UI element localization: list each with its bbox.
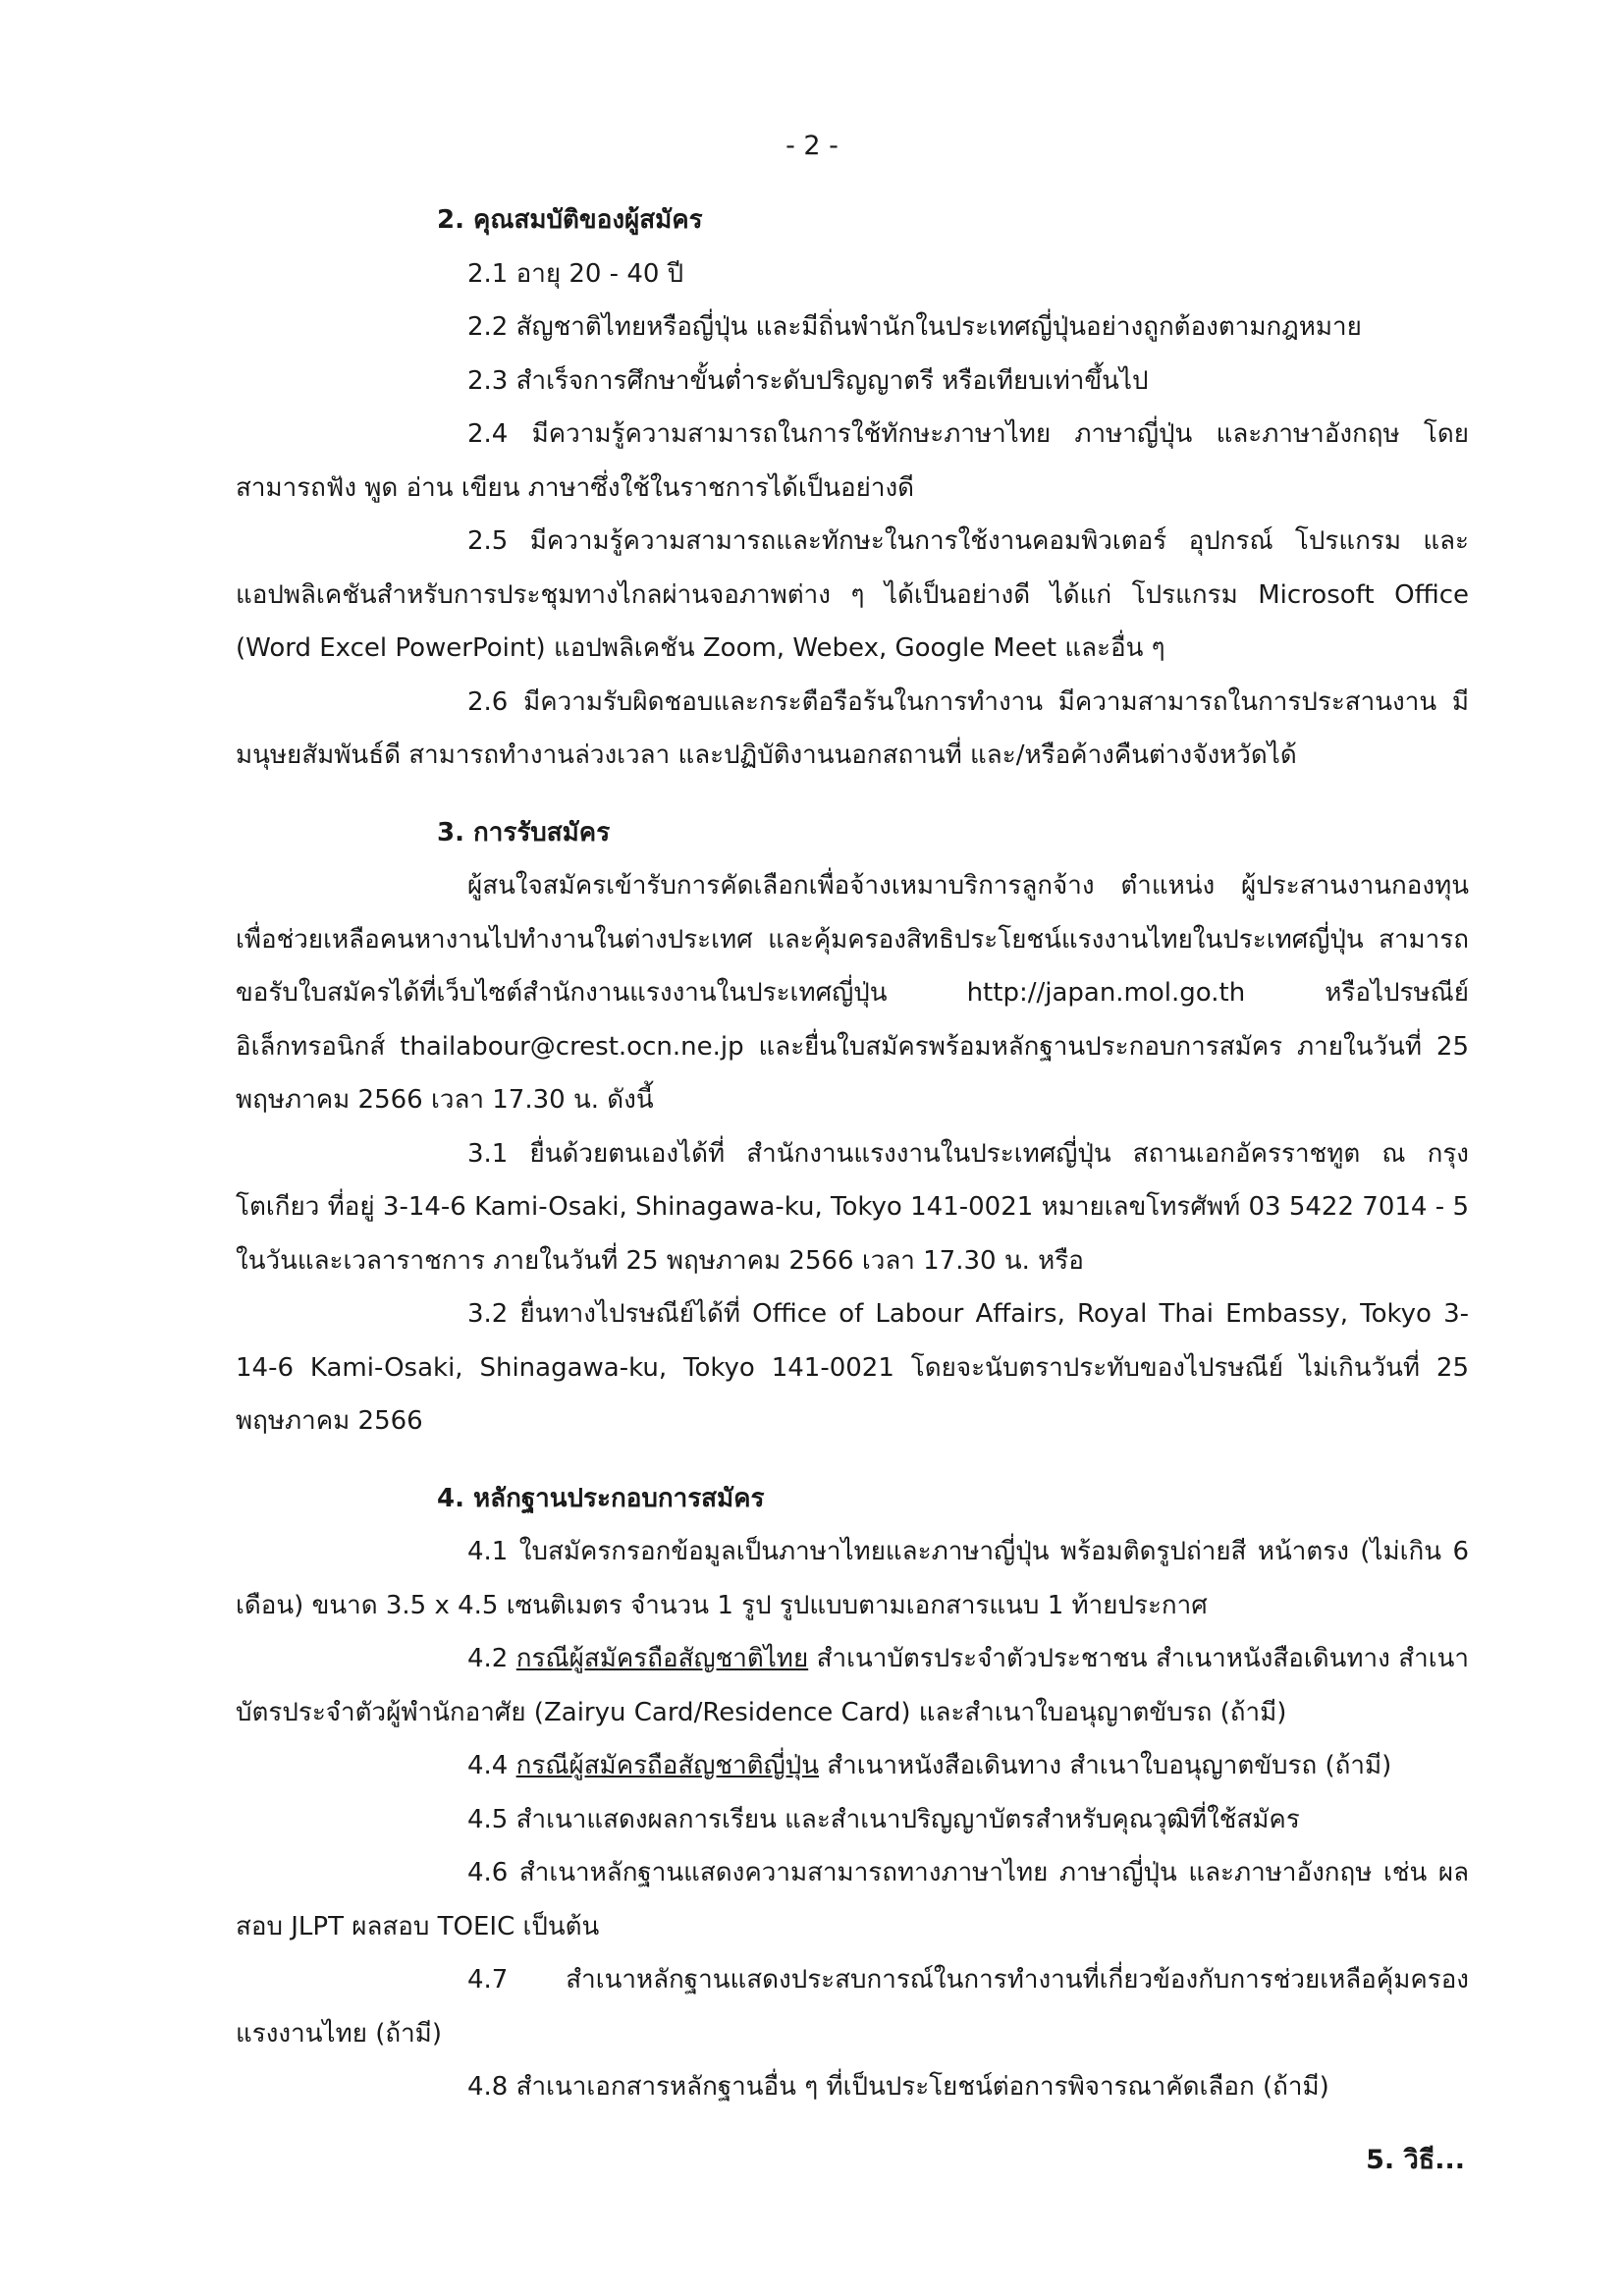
continuation-marker: 5. วิธี... xyxy=(1366,2145,1465,2175)
item-4-2-text: สำเนาบัตรประจำตัวประชาชน สำเนาหนังสือเดินทาง สำเนาบัตรประจำตัวผู้พำนักอาศัย (Zairyu Card/Residence Card) และสำเนาใบอนุญาตขับรถ (ถ้ามี) xyxy=(236,1644,1469,1727)
section-3-heading: 3. การรับสมัคร xyxy=(437,817,611,847)
item-3-1: 3.1 ยื่นด้วยตนเองได้ที่ สำนักงานแรงงานในประเทศญี่ปุ่น สถานเอกอัครราชทูต ณ กรุงโตเกียว ที่อยู่ 3-14-6 Kami-Osaki, Shinagawa-ku, Tokyo 141-0021 หมายเลขโทรศัพท์ 03 5422 7014 - 5 ในวันและเวลาราชการ ภายในวันที่ 25 พฤษภาคม 2566 เวลา 17.30 น. หรือ xyxy=(236,1138,1469,1276)
item-2-1: 2.1 อายุ 20 - 40 ปี xyxy=(467,258,684,289)
item-4-4-number: 4.4 xyxy=(467,1751,516,1780)
item-4-8: 4.8 สำเนาเอกสารหลักฐานอื่น ๆ ที่เป็นประโยชน์ต่อการพิจารณาคัดเลือก (ถ้ามี) xyxy=(467,2072,1329,2102)
item-4-2-underlined: กรณีผู้สมัครถือสัญชาติไทย xyxy=(515,1644,809,1673)
item-2-3: 2.3 สำเร็จการศึกษาขั้นต่ำระดับปริญญาตรี หรือเทียบเท่าขึ้นไป xyxy=(467,365,1149,396)
item-2-4: 2.4 มีความรู้ความสามารถในการใช้ทักษะภาษาไทย ภาษาญี่ปุ่น และภาษาอังกฤษ โดยสามารถฟัง พูด อ่าน เขียน ภาษาซึ่งใช้ในราชการได้เป็นอย่างดี xyxy=(236,419,1469,503)
item-4-6: 4.6 สำเนาหลักฐานแสดงความสามารถทางภาษาไทย ภาษาญี่ปุ่น และภาษาอังกฤษ เช่น ผลสอบ JLPT ผลสอบ TOEIC เป็นต้น xyxy=(236,1858,1469,1941)
item-4-4-underlined: กรณีผู้สมัครถือสัญชาติญี่ปุ่น xyxy=(515,1751,819,1780)
document-body xyxy=(236,193,1469,2114)
page-number: - 2 - xyxy=(785,131,839,161)
item-4-1: 4.1 ใบสมัครกรอกข้อมูลเป็นภาษาไทยและภาษาญี่ปุ่น พร้อมติดรูปถ่ายสี หน้าตรง (ไม่เกิน 6 เดือน) ขนาด 3.5 x 4.5 เซนติเมตร จำนวน 1 รูป รูปแบบตามเอกสารแนบ 1 ท้ายประกาศ xyxy=(236,1537,1469,1620)
item-4-7: 4.7 สำเนาหลักฐานแสดงประสบการณ์ในการทำงานที่เกี่ยวข้องกับการช่วยเหลือคุ้มครองแรงงานไทย (ถ้ามี) xyxy=(236,1965,1469,2049)
item-4-4-text: สำเนาหนังสือเดินทาง สำเนาใบอนุญาตขับรถ (ถ้ามี) xyxy=(819,1751,1392,1780)
item-2-6: 2.6 มีความรับผิดชอบและกระตือรือร้นในการทำงาน มีความสามารถในการประสานงาน มีมนุษยสัมพันธ์ดี สามารถทำงานล่วงเวลา และปฏิบัติงานนอกสถานที่ และ/หรือค้างคืนต่างจังหวัดได้ xyxy=(236,686,1469,770)
item-4-5: 4.5 สำเนาแสดงผลการเรียน และสำเนาปริญญาบัตรสำหรับคุณวุฒิที่ใช้สมัคร xyxy=(467,1804,1300,1834)
section-4-heading: 4. หลักฐานประกอบการสมัคร xyxy=(437,1483,765,1513)
item-4-2 xyxy=(236,1632,1469,1739)
item-2-5: 2.5 มีความรู้ความสามารถและทักษะในการใช้งานคอมพิวเตอร์ อุปกรณ์ โปรแกรม และแอปพลิเคชันสำหรับการประชุมทางไกลผ่านจอภาพต่าง ๆ ได้เป็นอย่างดี ได้แก่ โปรแกรม Microsoft Office (Word Excel PowerPoint) แอปพลิเคชัน Zoom, Webex, Google Meet และอื่น ๆ xyxy=(236,526,1469,663)
section-3-intro: ผู้สนใจสมัครเข้ารับการคัดเลือกเพื่อจ้างเหมาบริการลูกจ้าง ตำแหน่ง ผู้ประสานงานกองทุนเพื่อช่วยเหลือคนหางานไปทำงานในต่างประเทศ และคุ้มครองสิทธิประโยชน์แรงงานไทยในประเทศญี่ปุ่น สามารถขอรับใบสมัครได้ที่เว็บไซต์สำนักงานแรงงานในประเทศญี่ปุ่น http://japan.mol.go.th หรือไปรษณีย์อิเล็กทรอนิกส์ thailabour@crest.ocn.ne.jp และยื่นใบสมัครพร้อมหลักฐานประกอบการสมัคร ภายในวันที่ 25 พฤษภาคม 2566 เวลา 17.30 น. ดังนี้ xyxy=(236,871,1469,1115)
item-2-2: 2.2 สัญชาติไทยหรือญี่ปุ่น และมีถิ่นพำนักในประเทศญี่ปุ่นอย่างถูกต้องตามกฎหมาย xyxy=(467,312,1362,342)
item-4-4 xyxy=(236,1739,1469,1793)
item-4-2-number: 4.2 xyxy=(467,1644,516,1673)
section-2-heading: 2. คุณสมบัติของผู้สมัคร xyxy=(437,205,703,235)
item-3-2: 3.2 ยื่นทางไปรษณีย์ได้ที่ Office of Labour Affairs, Royal Thai Embassy, Tokyo 3-14-6 Kami-Osaki, Shinagawa-ku, Tokyo 141-0021 โดยจะนับตราประทับของไปรษณีย์ ไม่เกินวันที่ 25 พฤษภาคม 2566 xyxy=(236,1299,1469,1436)
